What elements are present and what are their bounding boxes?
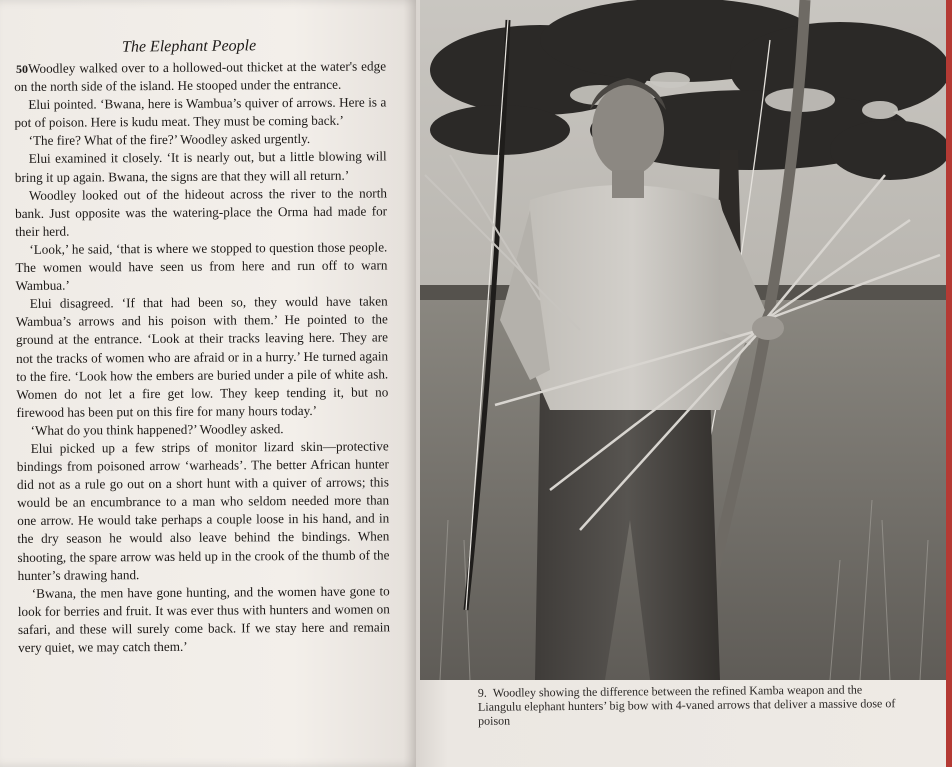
- paragraph: ‘What do you think happened?’ Woodley asked.: [30, 421, 284, 438]
- caption-number: 9.: [477, 685, 487, 700]
- paragraph: Woodley walked over to a hollowed-out thicket at the water's edge on the north side of the island. He stooped under the entrance.: [14, 58, 387, 95]
- caption-text: Woodley showing the difference between the refined Kamba weapon and the Liangulu elephant hunters’ big bow with 4-vaned arrows that deliver a massive dose of poison: [477, 682, 896, 728]
- paragraph: Elui picked up a few strips of monitor lizard skin—protective bindings from poisoned arrow ‘warheads’. The better African hunter did not as a rule go out on a short hunt with a quiver of arrows; this would be an encumbrance to a man who seldom needed more than one arrow. He would take perhaps a couple loose in his hand, and in the dry season he would also leave behind the bindings. When shooting, the spare arrow was held up in the crook of the thumb of the hunter’s drawing hand.: [16, 438, 390, 583]
- body-text: [14, 57, 390, 657]
- paragraph: ‘Look,’ he said, ‘that is where we stopped to question those people. The women would have seen us from here and run off to warn Wambua.’: [15, 239, 388, 294]
- paragraph: ‘Bwana, the men have gone hunting, and the women have gone to look for berries and fruit. It was ever thus with hunters and women on safari, and these will surely come back. If we stay here and remain very quiet, we may catch them.’: [17, 583, 391, 655]
- photo-caption: [478, 682, 898, 728]
- paragraph: ‘The fire? What of the fire?’ Woodley asked urgently.: [28, 131, 311, 149]
- paragraph: Woodley looked out of the hideout across the river to the north bank. Just opposite was the watering-place the Orma had made for their herd.: [15, 185, 388, 239]
- left-page: [0, 0, 420, 767]
- paragraph: Elui disagreed. ‘If that had been so, they would have taken Wambua’s arrows and his poison with them.’ He pointed to the ground at the entrance. ‘Look at their tracks leaving here. They are not the tracks of women who are afraid or in a hurry.’ He turned again to the fire. ‘Look how the embers are buried under a pile of white ash. Women do not let a fire get low. They keep tending it, but no firewood has been put on this fire for many hours today.’: [15, 293, 389, 420]
- paragraph: Elui examined it closely. ‘It is nearly out, but a little blowing will bring it up again. Bwana, the signs are that they will all return.’: [14, 148, 387, 185]
- page-number: 50: [16, 62, 28, 76]
- book-cover-edge: [946, 0, 952, 767]
- photograph: [420, 0, 946, 680]
- paragraph: Elui pointed. ‘Bwana, here is Wambua’s quiver of arrows. Here is a pot of poison. Here is kudu meat. They must be coming back.’: [14, 94, 387, 131]
- photo-illustration: [420, 0, 946, 680]
- running-head: The Elephant People: [121, 37, 257, 56]
